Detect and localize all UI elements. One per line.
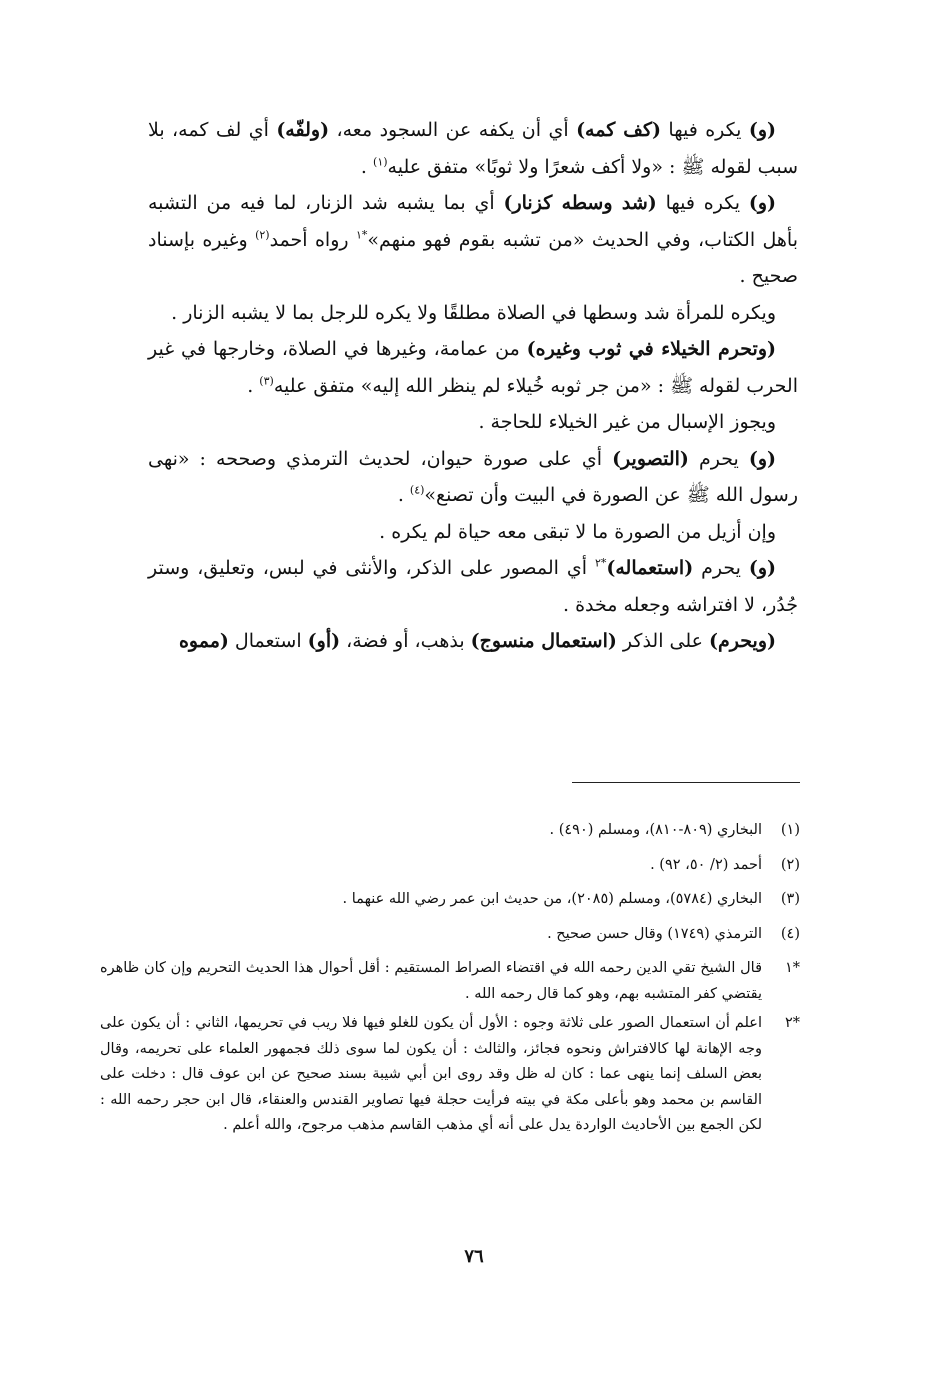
paragraph-istimal: (و) يحرم (استعماله)$^{*٢}$ أي المصور على الذكر، والأنثى في لبس، وتعليق، وستر جُدُر، لا افتراشه وجعله مخدة .	[148, 556, 798, 616]
footnote-number: (٢)	[780, 856, 800, 873]
footnote-text: قال الشيخ تقي الدين رحمه الله في اقتضاء الصراط المستقيم : أقل أحوال هذا الحديث التحريم وإن كان ظاهره يقتضي كفر المتشبه بهم، وهو كما قال رحمه الله .	[100, 960, 762, 1002]
footnote-ref: *٢	[594, 556, 607, 570]
footnote-3	[100, 887, 800, 913]
footnote-text: اعلم أن استعمال الصور على ثلاثة وجوه : الأول أن يكون للغلو فيها فلا ريب في تحريمها، الثاني : أن يكون على وجه الإهانة لها كالافتراش ونحوه فجائز، والثالث : أن يكون لما سوى ذلك فجمهور العلماء على تحريمه، وقال بعض السلف إنما ينهى عما : كان له ظل وقد روى ابن أبي شيبة بسند صحيح عن ابن عوف قال : دخلت على القاسم بن محمد وهو بأعلى مكة في بيته فرأيت حجلة فيها تصاوير القندس والعنقاء، قال ابن حجر رحمه الله : لكن الجمع بين الأحاديث الواردة يدل على أنه أي مذهب القاسم مذهب مرجوح، والله أعلم .	[100, 1015, 762, 1133]
main-text	[148, 112, 798, 660]
footnote-2	[100, 853, 800, 879]
footnote-number: (٣)	[780, 891, 800, 907]
paragraph-tasweer: (و) يحرم (التصوير) أي على صورة حيوان، لحديث الترمذي وصححه : «نهى رسول الله ﷺ عن الصورة في البيت وأن تصنع»$^{(٤)}$ .	[148, 447, 798, 506]
footnote-text: الترمذي (١٧٤٩) وقال حسن صحيح .	[547, 925, 762, 942]
footnote-ref: (١)	[373, 155, 388, 169]
paragraph-removed-image: وإن أزيل من الصورة ما لا تبقى معه حياة لم يكره .	[379, 520, 776, 543]
page-number: ٧٦	[464, 1246, 484, 1267]
footnote-text: أحمد (٢/ ٥٠، ٩٢) .	[650, 856, 762, 873]
footnote-ref: (٢)	[255, 228, 270, 242]
paragraph-khuyala: (وتحرم الخيلاء في ثوب وغيره) من عمامة، وغيرها في الصلاة، وخارجها في غير الحرب لقوله ﷺ : «من جر ثوبه خُيلاء لم ينظر الله إليه» متفق عليه$^{(٣)}$ .	[148, 338, 798, 397]
footnote-text: البخاري (٨٠٩-٨١٠)، ومسلم (٤٩٠) .	[549, 822, 762, 838]
footnote-1	[100, 818, 800, 844]
paragraph-woman: ويكره للمرأة شد وسطها في الصلاة مطلقًا ولا يكره للرجل بما لا يشبه الزنار .	[171, 301, 776, 324]
footnote-ref: *١	[355, 228, 368, 242]
paragraph-isbal: ويجوز الإسبال من غير الخيلاء للحاجة .	[478, 411, 776, 433]
footnote-number: (٤)	[780, 925, 800, 942]
footnote-ref: (٤)	[409, 483, 425, 497]
footnote-star-2	[100, 1011, 800, 1139]
footnotes	[100, 818, 800, 1143]
footnote-number: *٢	[784, 1015, 800, 1031]
paragraph-kaff-kumm: (و) يكره فيها (كف كمه) أي أن يكفه عن السجود معه، (ولفّه) أي لف كمه، بلا سبب لقوله ﷺ : «ولا أكف شعرًا ولا ثوبًا» متفق عليه$^{(١)}$ .	[148, 119, 798, 178]
footnote-ref: (٣)	[259, 374, 274, 388]
footnote-separator	[572, 782, 800, 783]
footnote-number: *١	[784, 960, 800, 976]
footnote-number: (١)	[780, 822, 800, 838]
paragraph-mansooj: (ويحرم) على الذكر (استعمال منسوج) بذهب، أو فضة، (أو) استعمال (مموه	[178, 630, 776, 652]
footnote-star-1	[100, 956, 800, 1007]
footnote-text: البخاري (٥٧٨٤)، ومسلم (٢٠٨٥)، من حديث ابن عمر رضي الله عنهما .	[342, 891, 762, 907]
footnote-4	[100, 922, 800, 948]
paragraph-zunnar: (و) يكره فيها (شد وسطه كزنار) أي بما يشبه شد الزنار، لما فيه من التشبه بأهل الكتاب، وفي الحديث «من تشبه بقوم فهو منهم»$^{*١}$ رواه أحمد$^{(٢)}$ وغيره بإسناد صحيح .	[148, 192, 798, 287]
